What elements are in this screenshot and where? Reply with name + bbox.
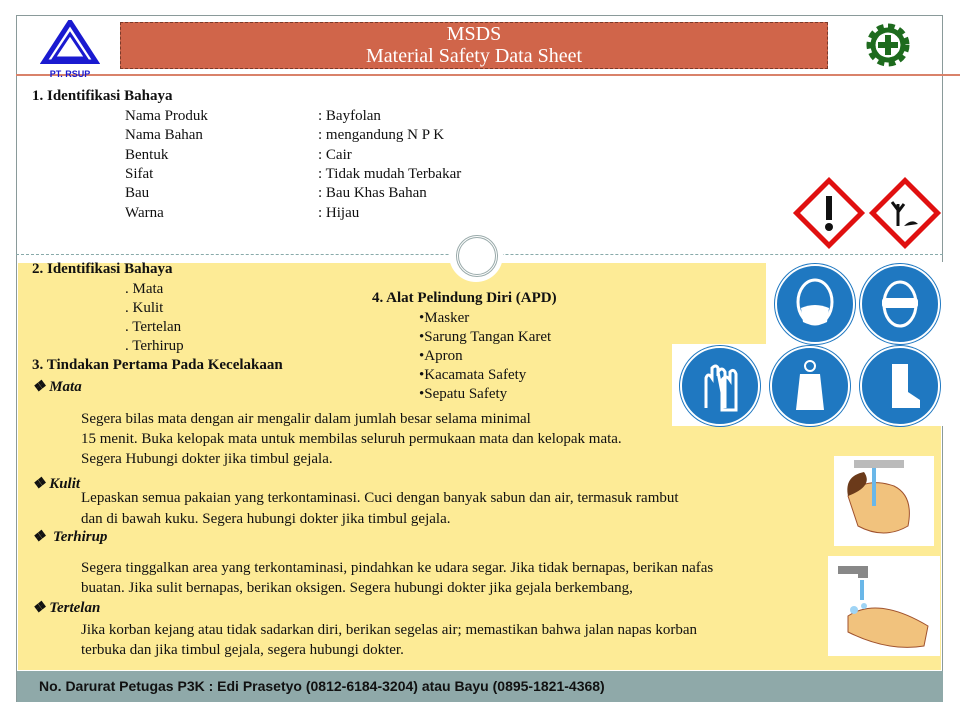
gloves-icon <box>680 346 760 426</box>
hazard-item: . Terhirup <box>125 338 184 354</box>
ppe-item: •Kacamata Safety <box>419 367 527 383</box>
k3-safety-icon <box>860 22 916 73</box>
title-line1: MSDS <box>446 23 502 45</box>
field-value: : Bayfolan <box>318 108 381 124</box>
company-logo <box>40 20 100 79</box>
logo-text: PT. RSUP <box>49 69 91 79</box>
first-aid-line: terbuka dan jika timbul gejala, segera hubungi dokter. <box>81 642 404 658</box>
first-aid-title-text: Kulit <box>49 476 81 492</box>
ring-ornament <box>449 228 503 282</box>
section1-heading: 1. Identifikasi Bahaya <box>32 88 173 104</box>
field-value: : Bau Khas Bahan <box>318 185 427 202</box>
mask-icon <box>775 264 855 344</box>
ppe-item: •Sarung Tangan Karet <box>419 329 552 345</box>
first-aid-title-text: Tertelan <box>49 600 101 616</box>
emergency-contact-footer: No. Darurat Petugas P3K : Edi Prasetyo (0812-6184-3204) atau Bayu (0895-1821-4368) <box>17 671 943 702</box>
ppe-item: •Sepatu Safety <box>419 386 508 402</box>
first-aid-line: Segera bilas mata dengan air mengalir dalam jumlah besar selama minimal <box>81 411 531 427</box>
apron-icon <box>770 346 850 426</box>
ppe-item: •Masker <box>419 310 470 326</box>
section3-heading: 3. Tindakan Pertama Pada Kecelakaan <box>32 357 283 373</box>
first-aid-line: Segera Hubungi dokter jika timbul gejala. <box>81 451 333 467</box>
header-divider <box>16 74 960 76</box>
hand-wash-illustration <box>828 556 940 656</box>
first-aid-line: 15 menit. Buka kelopak mata untuk membilas seluruh permukaan mata dan kelopak mata. <box>81 431 622 447</box>
first-aid-kulit-title: ❖ Kulit <box>32 476 81 492</box>
ppe-item: •Apron <box>419 348 463 364</box>
field-label: Bau <box>125 185 150 202</box>
field-label: Bentuk <box>125 146 169 163</box>
title-banner <box>120 22 828 69</box>
field-value: : mengandung N P K <box>318 127 445 144</box>
first-aid-line: Segera tinggalkan area yang terkontaminasi, pindahkan ke udara segar. Jika tidak bernapas, berikan nafas <box>81 560 714 576</box>
first-aid-title-text: Terhirup <box>52 529 108 545</box>
first-aid-tertelan-title: ❖ Tertelan <box>32 600 101 616</box>
first-aid-line: Jika korban kejang atau tidak sadarkan diri, berikan segelas air; memastikan bahwa jalan napas korban <box>81 622 698 638</box>
section4-heading: 4. Alat Pelindung Diri (APD) <box>372 290 557 306</box>
hazard-item: . Mata <box>125 281 164 297</box>
first-aid-line: buatan. Jika sulit bernapas, berikan oksigen. Segera hubungi dokter jika gejala berkembang, <box>81 580 633 596</box>
field-value: : Tidak mudah Terbakar <box>318 165 462 182</box>
safety-boots-icon <box>860 346 940 426</box>
goggles-icon <box>860 264 940 344</box>
first-aid-mata-title: ❖ Mata <box>32 379 82 395</box>
hazard-item: . Tertelan <box>125 319 182 335</box>
first-aid-line: Lepaskan semua pakaian yang terkontaminasi. Cuci dengan banyak sabun dan air, termasuk rambut <box>81 490 679 506</box>
field-label: Sifat <box>125 165 154 182</box>
section2-heading: 2. Identifikasi Bahaya <box>32 261 173 277</box>
title-line2: Material Safety Data Sheet <box>365 45 583 67</box>
first-aid-line: dan di bawah kuku. Segera hubungi dokter jika timbul gejala. <box>81 511 451 527</box>
eye-wash-illustration <box>834 456 934 546</box>
field-value: : Hijau <box>318 204 360 221</box>
hazard-item: . Kulit <box>125 300 164 316</box>
field-label: Nama Produk <box>125 108 208 124</box>
first-aid-title-text: Mata <box>49 379 82 395</box>
field-label: Warna <box>125 204 164 221</box>
exclamation-hazard-icon <box>792 176 866 255</box>
field-label: Nama Bahan <box>125 127 203 144</box>
environment-hazard-icon <box>868 176 942 255</box>
field-value: : Cair <box>318 146 352 163</box>
first-aid-terhirup-title: ❖ Terhirup <box>32 529 108 545</box>
